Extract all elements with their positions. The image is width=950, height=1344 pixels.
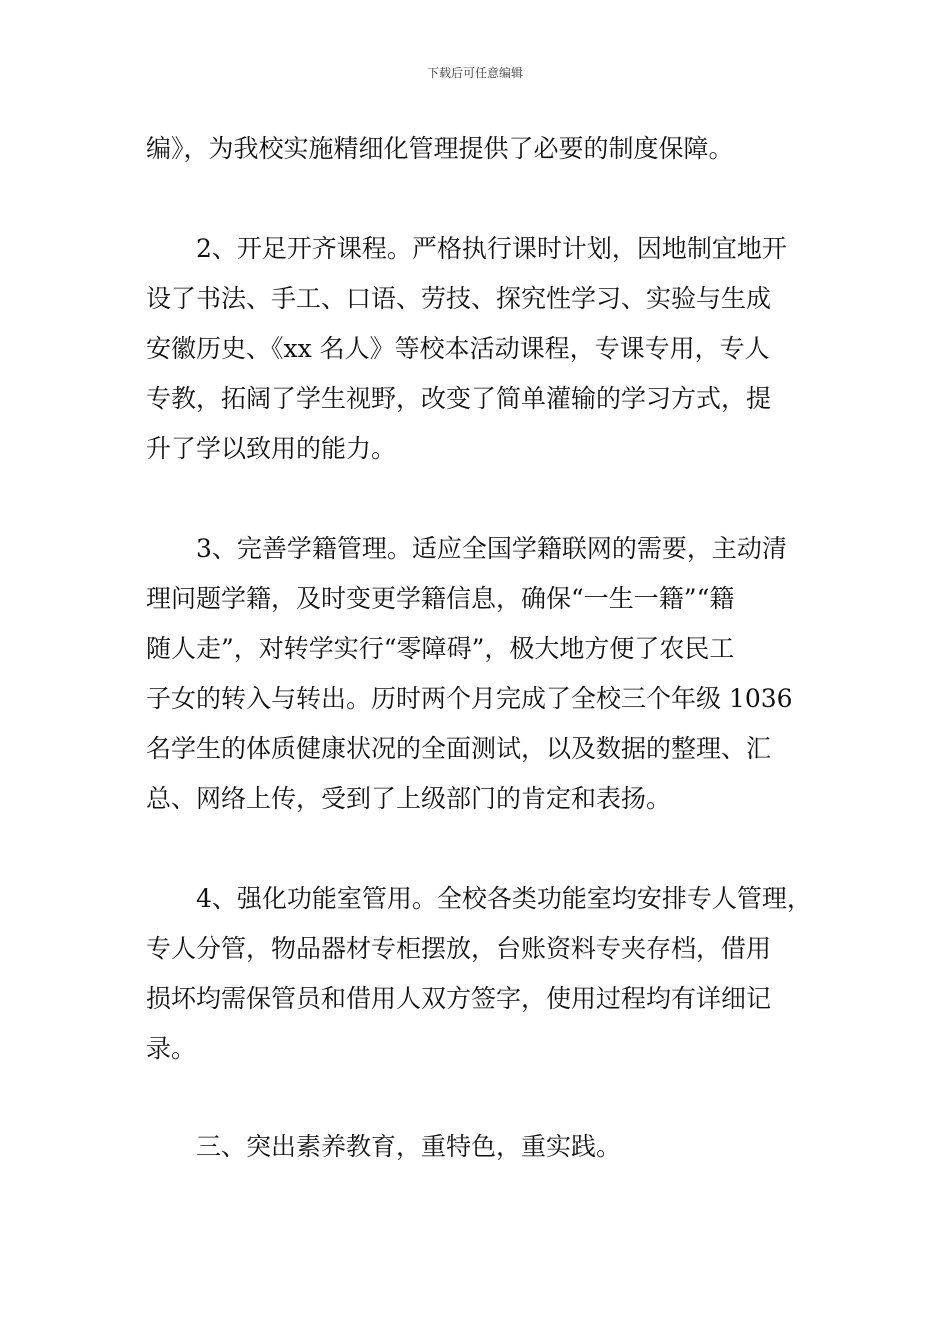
page-header: 下载后可任意编辑 bbox=[426, 66, 523, 80]
text-line: 录。 bbox=[146, 1034, 197, 1063]
text-line: 2、开足开齐课程。严格执行课时计划，因地制宜地开 bbox=[196, 234, 787, 263]
text-line: 3、完善学籍管理。适应全国学籍联网的需要，主动清 bbox=[196, 534, 787, 563]
text-line: 4、强化功能室管用。全校各类功能室均安排专人管理， bbox=[196, 884, 812, 913]
section-heading: 三、突出素养教育，重特色，重实践。 bbox=[196, 1132, 622, 1161]
text-line: 损坏均需保管员和借用人双方签字，使用过程均有详细记 bbox=[146, 984, 772, 1013]
text-line: 安徽历史、《xx 名人》等校本活动课程，专课专用，专人 bbox=[146, 334, 770, 363]
text-line: 子女的转入与转出。历时两个月完成了全校三个年级 1036 bbox=[146, 684, 793, 713]
text-line: 设了书法、手工、口语、劳技、探究性学习、实验与生成 bbox=[146, 284, 772, 313]
text-line: 专人分管，物品器材专柜摆放，台账资料专夹存档，借用 bbox=[146, 934, 772, 963]
text-line: 编》，为我校实施精细化管理提供了必要的制度保障。 bbox=[146, 134, 734, 163]
text-line: 专教，拓阔了学生视野，改变了简单灌输的学习方式，提 bbox=[146, 384, 772, 413]
text-line: 名学生的体质健康状况的全面测试，以及数据的整理、汇 bbox=[146, 734, 772, 763]
text-line: 随人走”，对转学实行“零障碍”，极大地方便了农民工 bbox=[146, 634, 735, 663]
text-line: 理问题学籍，及时变更学籍信息，确保“一生一籍”“籍 bbox=[146, 584, 735, 613]
text-line: 升了学以致用的能力。 bbox=[146, 434, 397, 463]
text-line: 总、网络上传，受到了上级部门的肯定和表扬。 bbox=[146, 784, 672, 813]
